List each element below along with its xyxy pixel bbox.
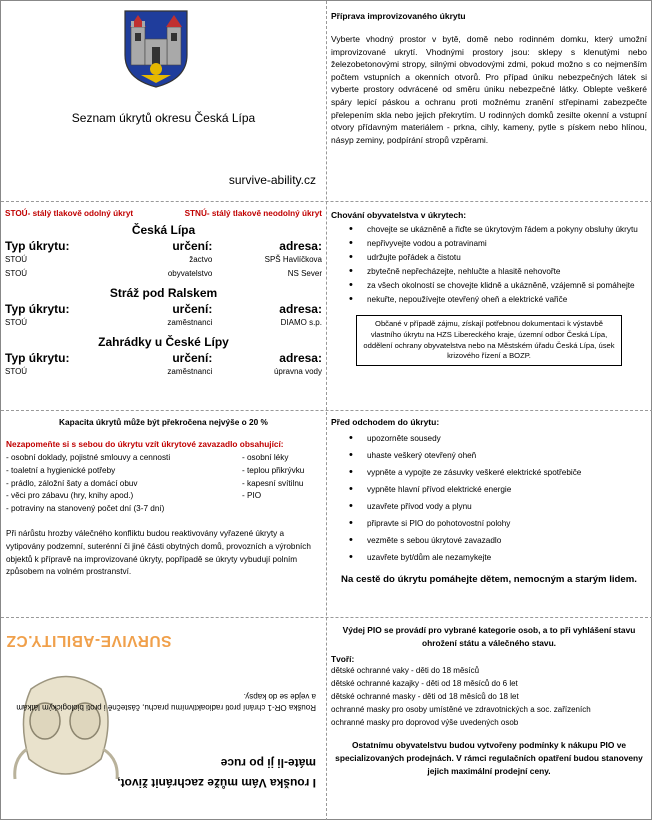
section-heading: Příprava improvizovaného úkrytu [331, 11, 466, 21]
header-address: adresa: [279, 302, 322, 316]
capacity-note: Kapacita úkrytů může být překročena nejvýše o 20 % [59, 417, 268, 427]
section-heading: Chování obyvatelstva v úkrytech: [331, 210, 467, 220]
header-address: adresa: [279, 351, 322, 365]
list-item: • nekuřte, nepoužívejte otevřený oheň a elektrické vařiče [353, 294, 647, 305]
list-item: • uhaste veškerý otevřený oheň [353, 450, 647, 461]
before-leaving-list [331, 433, 647, 563]
improvised-shelter-panel [327, 1, 652, 201]
table-header [5, 351, 322, 365]
cell-address: DIAMO s.p. [280, 318, 322, 327]
document-title: Seznam úkrytů okresu Česká Lípa [71, 111, 256, 125]
cell-address: SPŠ Havlíčkova [264, 255, 322, 264]
cell-address: NS Sever [287, 269, 322, 278]
town-name: Stráž pod Ralskem [109, 286, 218, 300]
header-type: Typ úkrytu: [5, 302, 70, 316]
section-heading: Před odchodem do úkrytu: [331, 417, 440, 427]
table-row [5, 365, 322, 379]
help-note: Na cestě do úkrytu pomáhejte dětem, nemocným a starým lidem. [341, 574, 637, 585]
list-item: - kapesní svítilnu [242, 478, 304, 488]
header-type: Typ úkrytu: [5, 239, 70, 253]
list-item: • upozorněte sousedy [353, 433, 647, 444]
list-item: • chovejte se ukázněně a řiďte se úkrytovým řádem a pokyny obsluhy úkrytu [353, 224, 647, 235]
list-item: - toaletní a hygienické potřeby [6, 465, 116, 475]
cell-type: STOÚ [5, 318, 28, 327]
section-footer: Ostatnímu obyvatelstvu budou vytvořeny podmínky k nákupu PIO ve specializovaných prodejnách. V rámci regulačních opatření budou stanoveny jejich maximální prodejní ceny. [335, 740, 643, 776]
face-mask-icon [11, 659, 121, 799]
survive-ability-logo: SURVIVE-ABILITY.CZ [6, 632, 172, 649]
table-row [5, 267, 322, 281]
pio-distribution-panel [327, 618, 652, 820]
list-item: - teplou přikrývku [242, 465, 305, 475]
cell-purpose: zaměstnanci [167, 318, 213, 327]
header-address: adresa: [279, 239, 322, 253]
table-header [5, 302, 322, 316]
list-item: • uzavřete přívod vody a plynu [353, 501, 647, 512]
shelter-type-legend [5, 209, 322, 218]
behaviour-in-shelter-panel [327, 202, 652, 410]
cell-type: STOÚ [5, 269, 28, 278]
list-item: • vypněte hlavní přívod elektrické energie [353, 484, 647, 495]
table-header [5, 239, 322, 253]
list-item: dětské ochranné kazajky - děti od 18 měsíců do 6 let [331, 679, 518, 688]
before-leaving-panel [327, 411, 652, 617]
website-label: survive-ability.cz [228, 173, 316, 187]
list-item: • udržujte pořádek a čistotu [353, 252, 647, 263]
luggage-warning: Nezapomeňte si s sebou do úkrytu vzít úkrytové zavazadlo obsahující: [6, 439, 284, 449]
header-purpose: určení: [172, 351, 213, 365]
list-item: - prádlo, záložní šaty a domácí obuv [6, 478, 138, 488]
header-purpose: určení: [172, 239, 213, 253]
town-name: Česká Lípa [131, 223, 196, 237]
list-item: dětské ochranné masky - děti od 18 měsíců do 18 let [331, 692, 519, 701]
list-item: • zbytečně nepřecházejte, nehlučte a hlasitě nehovořte [353, 266, 647, 277]
list-item: ochranné masky pro osoby umístěné ve zdravotnických a soc. zařízeních [331, 705, 591, 714]
list-item: - věci pro zábavu (hry, knihy apod.) [6, 491, 134, 501]
cell-purpose: žactvo [189, 255, 213, 264]
town-name: Zahrádky u České Lípy [98, 335, 229, 349]
slogan-line: máte-li ji po ruce [220, 756, 316, 770]
cell-type: STOÚ [5, 367, 28, 376]
list-item: - PIO [242, 491, 262, 501]
table-row [5, 316, 322, 330]
documentation-note: Občané v případě zájmu, získají potřebnou dokumentaci k výstavbě vlastního úkrytu na HZS Libereckého kraje, územní odbor Česká Lípa, oddělení ochrany obyvatelstva nebo na Městském úřadu Česká Lípa, úsek krizového řízení a BOZP. [356, 315, 622, 366]
mask-promo-panel [1, 618, 326, 820]
section-subheading: Tvoří: [331, 654, 355, 664]
list-item: • nepřivyvejte vodou a potravinami [353, 238, 647, 249]
legend-stnu: STNÚ- stálý tlakově neodolný úkryt [184, 209, 322, 218]
cell-purpose: obyvatelstvo [167, 269, 213, 278]
shelter-list-panel [1, 202, 326, 410]
cell-type: STOÚ [5, 255, 28, 264]
shelter-luggage-panel [1, 411, 326, 617]
mask-slogan [116, 753, 316, 793]
slogan-line: I rouška Vám může zachránit život, [117, 776, 316, 790]
coat-of-arms-icon [123, 9, 189, 89]
section-heading: Výdej PIO se provádí pro vybrané kategorie osob, a to při vyhlášení stavu ohrožení státu a válečného stavu. [342, 625, 636, 648]
list-item: • za všech okolností se chovejte klidně a ukázněně, vzájemně si pomáhejte [353, 280, 647, 291]
cell-address: úpravna vody [273, 367, 322, 376]
cell-purpose: zaměstnanci [167, 367, 213, 376]
list-item: • vypněte a vypojte ze zásuvky veškeré elektrické spotřebiče [353, 467, 647, 478]
mask-description: Rouška OR-1 chrání proti radioaktivnímu prachu, částečně i proti biologickým látkám a vejde se do kapsy. [16, 692, 316, 712]
list-item: - potraviny na stanovený počet dní (3-7 dní) [6, 504, 165, 514]
header-type: Typ úkrytu: [5, 351, 70, 365]
behaviour-list [331, 224, 647, 305]
list-item: dětské ochranné vaky - děti do 18 měsíců [331, 666, 480, 675]
list-item: • vezměte s sebou úkrytové zavazadlo [353, 535, 647, 546]
table-row [5, 253, 322, 267]
section-paragraph: Vyberte vhodný prostor v bytě, domě nebo rodinném domku, který umožní improvizované ukrytí. Vhodnými prostory jsou: sklepy s klenutými nebo železobetonovými stropy, silnými obvodovými zdmi, pokud možno s co nejmenším počtem vstupních a okenních otvorů. Pro případ úniku nebezpečných látek si vyberte prostory odvrácené od směru úniku nebezpečné látky. Oblepte veškeré spáry lepicí páskou a ochranu proti možnému zranění střepinami zabezpečte přelepením skla nebo jejich překrytím. U rodinných domků zesilte okenní a vstupní otvory přídavným materiálem - prkna, cihly, kameny, pytle s pískem nebo hlínou, násyp zeminy, podpírání stropů vzpěrami. [331, 34, 647, 145]
list-item: - osobní doklady, pojistné smlouvy a cennosti [6, 453, 171, 462]
title-panel [1, 1, 326, 201]
legend-stou: STOÚ- stálý tlakově odolný úkryt [5, 209, 134, 218]
luggage-list [6, 452, 321, 516]
header-purpose: určení: [172, 302, 213, 316]
list-item: ochranné masky pro doprovod výše uvedených osob [331, 718, 519, 727]
list-item: • připravte si PIO do pohotovostní polohy [353, 518, 647, 529]
list-item: • uzavřete byt/dům ale nezamykejte [353, 552, 647, 563]
list-item: - osobní léky [242, 453, 289, 462]
section-paragraph: Při nárůstu hrozby válečného konfliktu budou reaktivovány vyřazené úkryty a vytipovány podzemní, suterénní či jiné části obytných domů, provozních a výrobních objektů k přípravě na improvizované úkryty, popřípadě se úkryty vybudují polním způsobem na volném prostranství. [6, 528, 311, 577]
rotated-content [1, 618, 326, 820]
